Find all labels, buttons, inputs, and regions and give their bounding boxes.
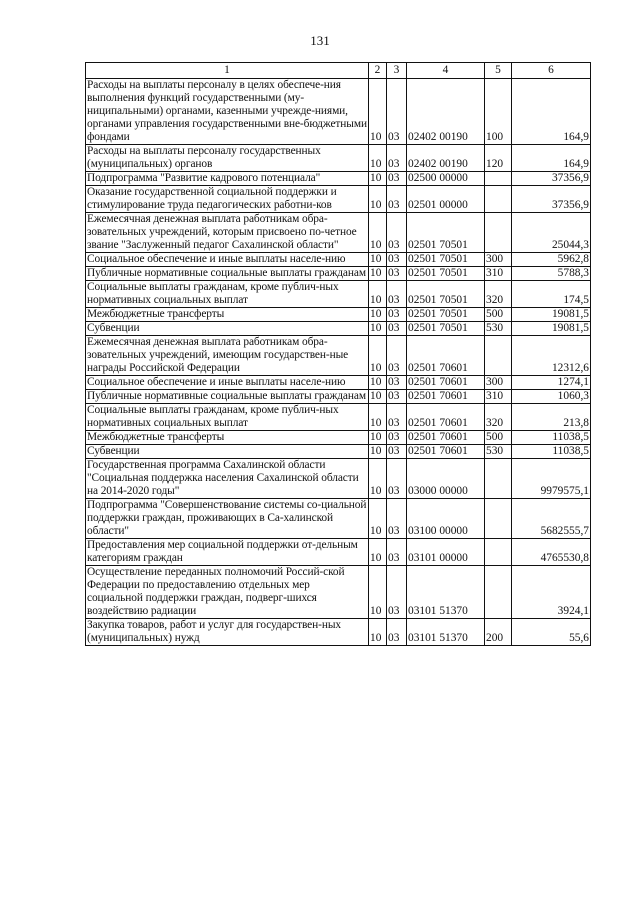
row-subsection: 03: [387, 499, 407, 539]
table-row: [86, 145, 591, 172]
row-subsection: 03: [387, 539, 407, 566]
row-expense-type: 200: [485, 619, 512, 646]
table-row: [86, 539, 591, 566]
row-name: Публичные нормативные социальные выплаты гражданам: [86, 390, 369, 404]
row-amount: 5682555,7: [512, 499, 591, 539]
row-target-code: 03100 00000: [407, 499, 485, 539]
row-name: Расходы на выплаты персоналу в целях обеспече-ния выполнения функций государственными (му-ниципальными) органами, казенными учрежде-ниями, органами управления государственными вне-бюджетными фондами: [87, 79, 367, 143]
header-col-6: 6: [512, 63, 591, 79]
row-subsection: 03: [387, 172, 407, 186]
row-amount: 164,9: [512, 79, 591, 145]
row-target-code: 03101 51370: [407, 566, 485, 619]
table-row: [86, 308, 591, 322]
row-target-code: 02501 70501: [407, 253, 485, 267]
row-target-code: 02501 70601: [407, 445, 485, 459]
table-row: [86, 566, 591, 619]
row-section: 10: [369, 445, 387, 459]
row-name: Межбюджетные трансферты: [86, 308, 369, 322]
row-section: 10: [369, 145, 387, 172]
row-subsection: 03: [387, 566, 407, 619]
row-amount: 4765530,8: [512, 539, 591, 566]
row-name: Ежемесячная денежная выплата работникам обра-зовательных учреждений, имеющим государствен-ные награды Российской Федерации: [86, 336, 369, 376]
row-name: Субвенции: [86, 322, 369, 336]
row-amount: 12312,6: [512, 336, 591, 376]
row-name: Социальное обеспечение и иные выплаты населе-нию: [86, 253, 369, 267]
row-name: Подпрограмма "Развитие кадрового потенциала": [86, 172, 369, 186]
row-section: 10: [369, 390, 387, 404]
row-target-code: 02501 70601: [407, 376, 485, 390]
row-expense-type: [485, 459, 512, 499]
row-section: 10: [369, 459, 387, 499]
row-name: Социальные выплаты гражданам, кроме публич-ных нормативных социальных выплат: [86, 281, 369, 308]
row-amount: 9979575,1: [512, 459, 591, 499]
row-target-code: 02501 70601: [407, 390, 485, 404]
table-row: [86, 499, 591, 539]
row-expense-type: 320: [485, 281, 512, 308]
page-number: 131: [310, 33, 330, 48]
row-name: Социальные выплаты гражданам, кроме публич-ных нормативных социальных выплат: [86, 404, 369, 431]
row-section: 10: [369, 267, 387, 281]
row-target-code: 02501 70501: [407, 322, 485, 336]
row-amount: 37356,9: [512, 172, 591, 186]
row-section: 10: [369, 308, 387, 322]
row-amount: 1060,3: [512, 390, 591, 404]
row-name: Подпрограмма "Совершенствование системы со-циальной поддержки граждан, проживающих в Са-халинской области": [86, 499, 369, 539]
table-row: [86, 186, 591, 213]
row-name: Публичные нормативные социальные выплаты гражданам: [86, 267, 369, 281]
table-row: [86, 445, 591, 459]
row-target-code: 02501 70501: [407, 213, 485, 253]
table-row: [86, 267, 591, 281]
row-section: 10: [369, 566, 387, 619]
row-section: 10: [369, 499, 387, 539]
row-section: 10: [369, 336, 387, 376]
header-col-1: 1: [86, 63, 369, 79]
row-expense-type: [485, 336, 512, 376]
row-subsection: 03: [387, 619, 407, 646]
row-expense-type: 310: [485, 267, 512, 281]
row-name: Субвенции: [86, 445, 369, 459]
row-section: 10: [369, 186, 387, 213]
row-expense-type: [485, 186, 512, 213]
table-row: [86, 79, 591, 145]
row-target-code: 03101 00000: [407, 539, 485, 566]
row-amount: 37356,9: [512, 186, 591, 213]
row-expense-type: 500: [485, 308, 512, 322]
row-amount: 5788,3: [512, 267, 591, 281]
row-target-code: 02501 70601: [407, 431, 485, 445]
table-row: [86, 404, 591, 431]
row-expense-type: 500: [485, 431, 512, 445]
row-target-code: 02501 70501: [407, 281, 485, 308]
row-expense-type: 300: [485, 376, 512, 390]
table-row: [86, 459, 591, 499]
row-expense-type: 120: [485, 145, 512, 172]
row-section: 10: [369, 253, 387, 267]
table-row: [86, 253, 591, 267]
row-expense-type: 310: [485, 390, 512, 404]
row-amount: 1274,1: [512, 376, 591, 390]
row-name: Государственная программа Сахалинской области "Социальная поддержка населения Сахалинской области на 2014-2020 годы": [86, 459, 369, 499]
row-amount: 174,5: [512, 281, 591, 308]
row-target-code: 02501 00000: [407, 186, 485, 213]
row-name: Межбюджетные трансферты: [86, 431, 369, 445]
table-header-row: [86, 63, 591, 79]
row-name: Расходы на выплаты персоналу государственных (муниципальных) органов: [86, 145, 369, 172]
row-name: Закупка товаров, работ и услуг для государствен-ных (муниципальных) нужд: [86, 619, 369, 646]
row-target-code: 02501 70501: [407, 267, 485, 281]
row-section: 10: [369, 404, 387, 431]
row-amount: 5962,8: [512, 253, 591, 267]
header-col-2: 2: [369, 63, 387, 79]
row-target-code: 02500 00000: [407, 172, 485, 186]
row-target-code: 02402 00190: [407, 145, 485, 172]
row-section: 10: [369, 322, 387, 336]
row-expense-type: [485, 172, 512, 186]
row-expense-type: 100: [485, 79, 512, 145]
row-expense-type: [485, 499, 512, 539]
row-subsection: 03: [387, 79, 407, 145]
row-expense-type: 530: [485, 445, 512, 459]
table-row: [86, 431, 591, 445]
row-subsection: 03: [387, 267, 407, 281]
row-subsection: 03: [387, 376, 407, 390]
row-section: 10: [369, 431, 387, 445]
row-section: 10: [369, 619, 387, 646]
row-subsection: 03: [387, 308, 407, 322]
row-subsection: 03: [387, 445, 407, 459]
row-amount: 3924,1: [512, 566, 591, 619]
row-target-code: 02501 70601: [407, 336, 485, 376]
row-subsection: 03: [387, 322, 407, 336]
row-amount: 11038,5: [512, 431, 591, 445]
header-col-3: 3: [387, 63, 407, 79]
row-section: 10: [369, 376, 387, 390]
row-target-code: 02501 70501: [407, 308, 485, 322]
row-amount: 164,9: [512, 145, 591, 172]
row-section: 10: [369, 79, 387, 145]
row-name: Осуществление переданных полномочий Россий-ской Федерации по предоставлению отдельных мер социальной поддержки граждан, подверг-шихся воздействию радиации: [86, 566, 369, 619]
row-subsection: 03: [387, 336, 407, 376]
row-expense-type: 300: [485, 253, 512, 267]
row-subsection: 03: [387, 281, 407, 308]
row-amount: 55,6: [512, 619, 591, 646]
row-subsection: 03: [387, 213, 407, 253]
row-amount: 213,8: [512, 404, 591, 431]
row-subsection: 03: [387, 253, 407, 267]
row-expense-type: 530: [485, 322, 512, 336]
table-row: [86, 322, 591, 336]
row-subsection: 03: [387, 145, 407, 172]
row-subsection: 03: [387, 390, 407, 404]
header-col-5: 5: [485, 63, 512, 79]
row-target-code: 03000 00000: [407, 459, 485, 499]
table-row: [86, 281, 591, 308]
row-target-code: 02402 00190: [407, 79, 485, 145]
row-amount: 19081,5: [512, 322, 591, 336]
row-amount: 19081,5: [512, 308, 591, 322]
row-target-code: 02501 70601: [407, 404, 485, 431]
budget-table-body: [86, 63, 591, 646]
row-expense-type: [485, 539, 512, 566]
budget-table: [85, 62, 591, 646]
row-subsection: 03: [387, 404, 407, 431]
table-row: [86, 390, 591, 404]
row-subsection: 03: [387, 431, 407, 445]
row-section: 10: [369, 213, 387, 253]
row-expense-type: 320: [485, 404, 512, 431]
row-section: 10: [369, 539, 387, 566]
header-col-4: 4: [407, 63, 485, 79]
table-row: [86, 213, 591, 253]
row-subsection: 03: [387, 186, 407, 213]
row-name: Ежемесячная денежная выплата работникам обра-зовательных учреждений, которым присвоено по-четное звание "Заслуженный педагог Сахалинской области": [86, 213, 369, 253]
table-row: [86, 172, 591, 186]
row-section: 10: [369, 172, 387, 186]
row-target-code: 03101 51370: [407, 619, 485, 646]
table-row: [86, 336, 591, 376]
row-section: 10: [369, 281, 387, 308]
row-expense-type: [485, 213, 512, 253]
row-amount: 11038,5: [512, 445, 591, 459]
row-subsection: 03: [387, 459, 407, 499]
row-amount: 25044,3: [512, 213, 591, 253]
row-name: Социальное обеспечение и иные выплаты населе-нию: [86, 376, 369, 390]
row-expense-type: [485, 566, 512, 619]
table-row: [86, 376, 591, 390]
row-name: Оказание государственной социальной поддержки и стимулирование труда педагогических работни-ков: [86, 186, 369, 213]
row-name: Предоставления мер социальной поддержки от-дельным категориям граждан: [86, 539, 369, 566]
table-row: [86, 619, 591, 646]
